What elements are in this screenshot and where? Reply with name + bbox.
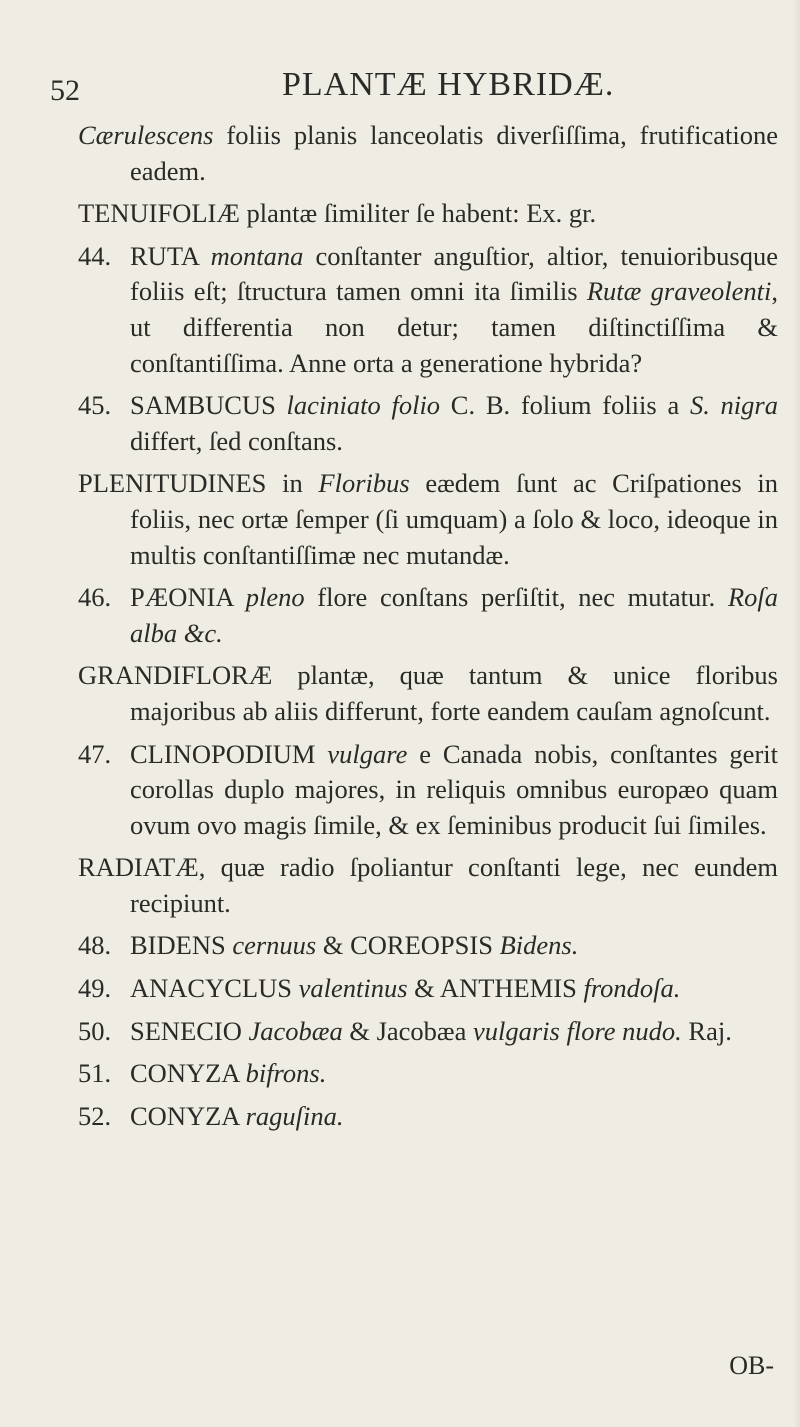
section-heading-paragraph [78,466,778,573]
numbered-entry [78,1014,778,1050]
text-run: CLINOPODIUM [130,738,328,769]
text-run: C. B. folium foliis a [440,390,690,421]
entry-number: 45. [78,390,112,421]
text-run: PÆONIA [130,582,246,613]
italic-text: cernuus [232,930,317,961]
text-run: CONYZA [130,1100,246,1131]
text-run: RUTA [130,240,211,271]
italic-text: Floribus [318,468,410,499]
text-run: & ANTHEMIS [407,973,584,1004]
entry-number: 46. [78,582,112,613]
text-run: CONYZA [130,1058,246,1089]
page-number: 52 [50,74,80,107]
page-edge-shadow [792,0,800,1427]
text-run: foliis planis lanceolatis diverſiſſima, frutificatione eadem. [130,120,778,186]
catchword: OB- [729,1351,774,1380]
numbered-entry [78,971,778,1007]
text-run: conſtanter anguſtior, altior, tenuioribusque foliis eſt; ſtructura tamen omni ita ſimilis [130,240,778,307]
entry-number: 52. [78,1100,112,1131]
section-heading-paragraph [78,658,778,729]
section-heading-paragraph [78,196,778,232]
page-body [78,118,778,1141]
italic-text: raguſina. [245,1100,344,1131]
numbered-entry [78,928,778,964]
numbered-entry [78,580,778,651]
text-run: flore conſtans perſiſtit, nec mutatur. [304,582,728,613]
entry-number: 50. [78,1015,112,1046]
page-header [50,66,750,116]
italic-text: Jacobæa [248,1015,343,1046]
text-run: & Jacobæa [342,1015,473,1046]
text-run: , ut differentia non detur; tamen diſtinctiſſima & conſtantiſſima. Anne orta a generatione hybrida? [130,276,778,378]
italic-text: bifrons. [245,1058,327,1089]
text-run: TENUIFOLIÆ plantæ ſimiliter ſe habent: Ex. gr. [78,198,597,229]
text-run: PLENITUDINES in [78,468,319,499]
entry-number: 44. [78,240,112,271]
entry-number: 49. [78,973,112,1004]
running-head: PLANTÆ HYBRIDÆ. [282,66,615,103]
italic-text: vulgaris flore nudo. [472,1015,682,1046]
text-run: BIDENS [130,930,233,961]
text-run: differt, ſed conſtans. [130,425,343,456]
text-run: e Canada nobis, conſtantes gerit corollas duplo majores, in reliquis omnibus europæo quam ovum ovo magis ſimile, & ex ſeminibus producit ſui ſimiles. [130,738,778,840]
entry-number: 47. [78,738,112,769]
italic-text: valentinus [298,973,408,1004]
text-run: SAMBUCUS [130,390,287,421]
entry-number: 51. [78,1058,112,1089]
italic-text: montana [210,240,304,271]
entry-number: 48. [78,930,112,961]
italic-text: pleno [245,582,305,613]
text-run: & COREOPSIS [316,930,500,961]
numbered-entry [78,737,778,844]
italic-text: laciniato folio [286,390,441,421]
text-run: ANACYCLUS [130,973,299,1004]
text-run: eædem ſunt ac Criſpationes in foliis, nec ortæ ſemper (ſi umquam) a ſolo & loco, ideoque in multis conſtantiſſimæ nec mutandæ. [130,468,778,570]
text-run: RADIATÆ, quæ radio ſpoliantur conſtanti lege, nec eundem recipiunt. [78,852,778,918]
italic-text: frondoſa. [583,973,681,1004]
text-run: SENECIO [130,1015,249,1046]
italic-text: Roſa alba &c. [130,582,778,648]
italic-text: Cærulescens [78,120,214,150]
numbered-entry [78,1056,778,1092]
numbered-entry [78,388,778,459]
section-heading-paragraph [78,850,778,921]
italic-text: Bidens. [499,930,579,961]
italic-text: vulgare [327,738,408,769]
numbered-entry [78,239,778,381]
italic-text: Rutæ graveolenti [586,276,772,307]
continued-paragraph [78,118,778,189]
numbered-entry [78,1099,778,1135]
italic-text: S. nigra [689,390,778,421]
text-run: GRANDIFLORÆ plantæ, quæ tantum & unice floribus majoribus ab aliis differunt, forte eandem cauſam agnoſcunt. [78,660,778,726]
text-run: Raj. [681,1015,732,1046]
